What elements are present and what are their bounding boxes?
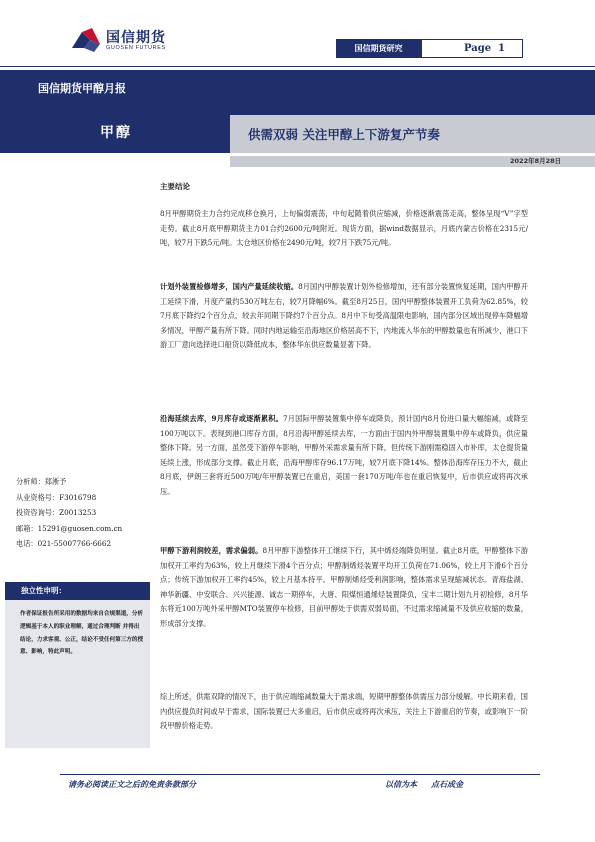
motto-1: 以信为本 bbox=[385, 779, 417, 789]
commodity-title: 甲醇 bbox=[100, 125, 132, 141]
series-title: 国信期货甲醇月报 bbox=[38, 82, 126, 95]
research-label: 国信期货研究 bbox=[336, 39, 421, 58]
header-divider bbox=[0, 66, 595, 67]
analyst-email-row: 邮箱：15291@guosen.com.cn bbox=[16, 523, 123, 533]
analyst-name-row: 分析师：郑淅予 bbox=[16, 477, 67, 486]
analyst-info bbox=[16, 474, 122, 552]
paragraph-text: 8月甲醇期货主力合约完成移仓换月，上旬偏弱震荡，中旬起随着供应缩减，价格逐渐震荡走高，整体呈现“V”字型走势。截止8月底甲醇期货主力01合约2600元/吨附近。现货方面，据wind数据显示，月底内蒙古价格在2315元/吨，较7月下跌5元/吨。太仓地区价格在2490元/吨，较7月下跌75元/吨。 bbox=[160, 209, 528, 248]
analyst-phone-row: 电话：021-55007766-6662 bbox=[16, 539, 112, 548]
summary-paragraph-4 bbox=[160, 544, 528, 632]
analyst-email[interactable]: 15291@guosen.com.cn bbox=[37, 523, 123, 533]
company-logo bbox=[70, 26, 190, 56]
summary-paragraph-1 bbox=[160, 207, 528, 251]
summary-paragraph-2 bbox=[160, 280, 528, 353]
logo-mark-icon bbox=[70, 26, 102, 54]
footer-motto bbox=[385, 779, 477, 790]
report-headline: 供需双弱 关注甲醇上下游复产节奏 bbox=[248, 127, 440, 142]
analyst-invest: Z0013253 bbox=[59, 508, 97, 517]
page-number: 1 bbox=[498, 43, 505, 54]
page-indicator bbox=[421, 39, 523, 58]
paragraph-lead: 计划外装置检修增多，国内产量延续收缩。 bbox=[160, 282, 299, 291]
footer-disclaimer[interactable]: 请务必阅读正文之后的免责条款部分 bbox=[68, 779, 196, 789]
analyst-qual: F3016798 bbox=[59, 492, 97, 502]
paragraph-text: 8月国内甲醇装置计划外检修增加，还有部分装置恢复延期，国内甲醇开工延续下滑，月度产量约530万吨左右，较7月降幅6%。截至8月25日，国内甲醇整体装置开工负荷为62.85%，较7月底下降约2个百分点，较去年同期下降约7个百分点。8月中下旬受高温限电影响，国内部分区域出现停车降幅增多情况，甲醇产量有所下降。同时内地运输至沿海地区价格居高不下，内地流入华东的甲醇数量也有所减少，港口下游工厂意向选择进口船货以降低成本，整体华东供应数量显著下降。 bbox=[160, 282, 528, 350]
motto-2: 点石成金 bbox=[431, 779, 463, 789]
summary-paragraph-5 bbox=[160, 690, 528, 734]
analyst-name: 郑淅予 bbox=[44, 477, 67, 486]
logo-name-cn: 国信期货 bbox=[106, 30, 166, 46]
paragraph-text: 8月甲醇下游整体开工继续下行，其中烯烃端降负明显。截止8月底，甲醇整体下游加权开工率约为63%，较上月继续下滑4个百分点；甲醇制烯烃装置平均开工负荷在71.06%，较上月下滑6个百分点；传统下游加权开工率约45%，较上月基本持平。甲醇制烯烃受利润影响，整体需求呈现缩减状态。青海盐湖、神华新疆、中安联合、兴兴能源、诚志一期停车，大唐、阳煤恒通烯烃装置降负，宝丰二期计划九月初检修，8月华东将近100万吨外采甲醇MTO装置停车检修，目前甲醇处于供需双弱局面，不过需求缩减量不及供应收缩的数量，形成部分支撑。 bbox=[160, 546, 528, 628]
footer-divider bbox=[60, 774, 540, 775]
summary-paragraph-3 bbox=[160, 412, 528, 500]
paragraph-text: 综上所述，供需双降的情况下，由于供应端缩减数量大于需求端，短期甲醇整体供需压力部分缓解。中长期来看，国内供应提负时间或早于需求，国际装置已大多重启，后市供应或将再次承压，关注上下游重启的节奏，或影响下一阶段甲醇价格走势。 bbox=[160, 692, 528, 731]
analyst-qual-row: 从业资格号：F3016798 bbox=[16, 492, 97, 502]
analyst-invest-row: 投资咨询号：Z0013253 bbox=[16, 508, 97, 517]
analyst-phone: 021-55007766-6662 bbox=[37, 539, 112, 548]
report-date: 2022年8月28日 bbox=[510, 157, 562, 165]
page-label: Page bbox=[464, 43, 492, 54]
paragraph-lead: 甲醇下游利润较差，需求偏弱。 bbox=[160, 546, 263, 555]
logo-name-en: GUOSEN FUTURES bbox=[106, 45, 166, 51]
summary-heading: 主要结论 bbox=[160, 182, 190, 191]
independence-text: 作者保证报告所采用的数据均来自合规渠道，分析逻辑基于本人的职业理解，通过合理判断 并得出结论，力求客观、公正，结论不受任何第三方的授意、影响，特此声明。 bbox=[20, 611, 144, 656]
independence-heading: 独立性申明： bbox=[5, 582, 150, 600]
paragraph-text: 7月国际甲醇装置集中停车或降负，预计国内8月份进口量大幅缩减，或降至100万吨以下。表现到港口库存方面，8月沿海甲醇延续去库，一方面由于国内外甲醇装置集中停车或降负，供应量整体下降。另一方面，虽然受下游停车影响，甲醇外采需求量有所下降，但传统下游刚需稳固入市补库，太仓提货量延续上涨，形成部分支撑。截止月底，沿海甲醇库存96.17万吨，较7月底下降14%。整体沿海库存压力不大，截止8月底，伊朗三套将近500万吨/年甲醇装置已在重启，美国一套170万吨/年也在重启恢复中，后市供应或将再次承压。 bbox=[160, 414, 528, 496]
paragraph-lead: 沿海延续去库，9月库存或逐渐累积。 bbox=[160, 414, 284, 423]
